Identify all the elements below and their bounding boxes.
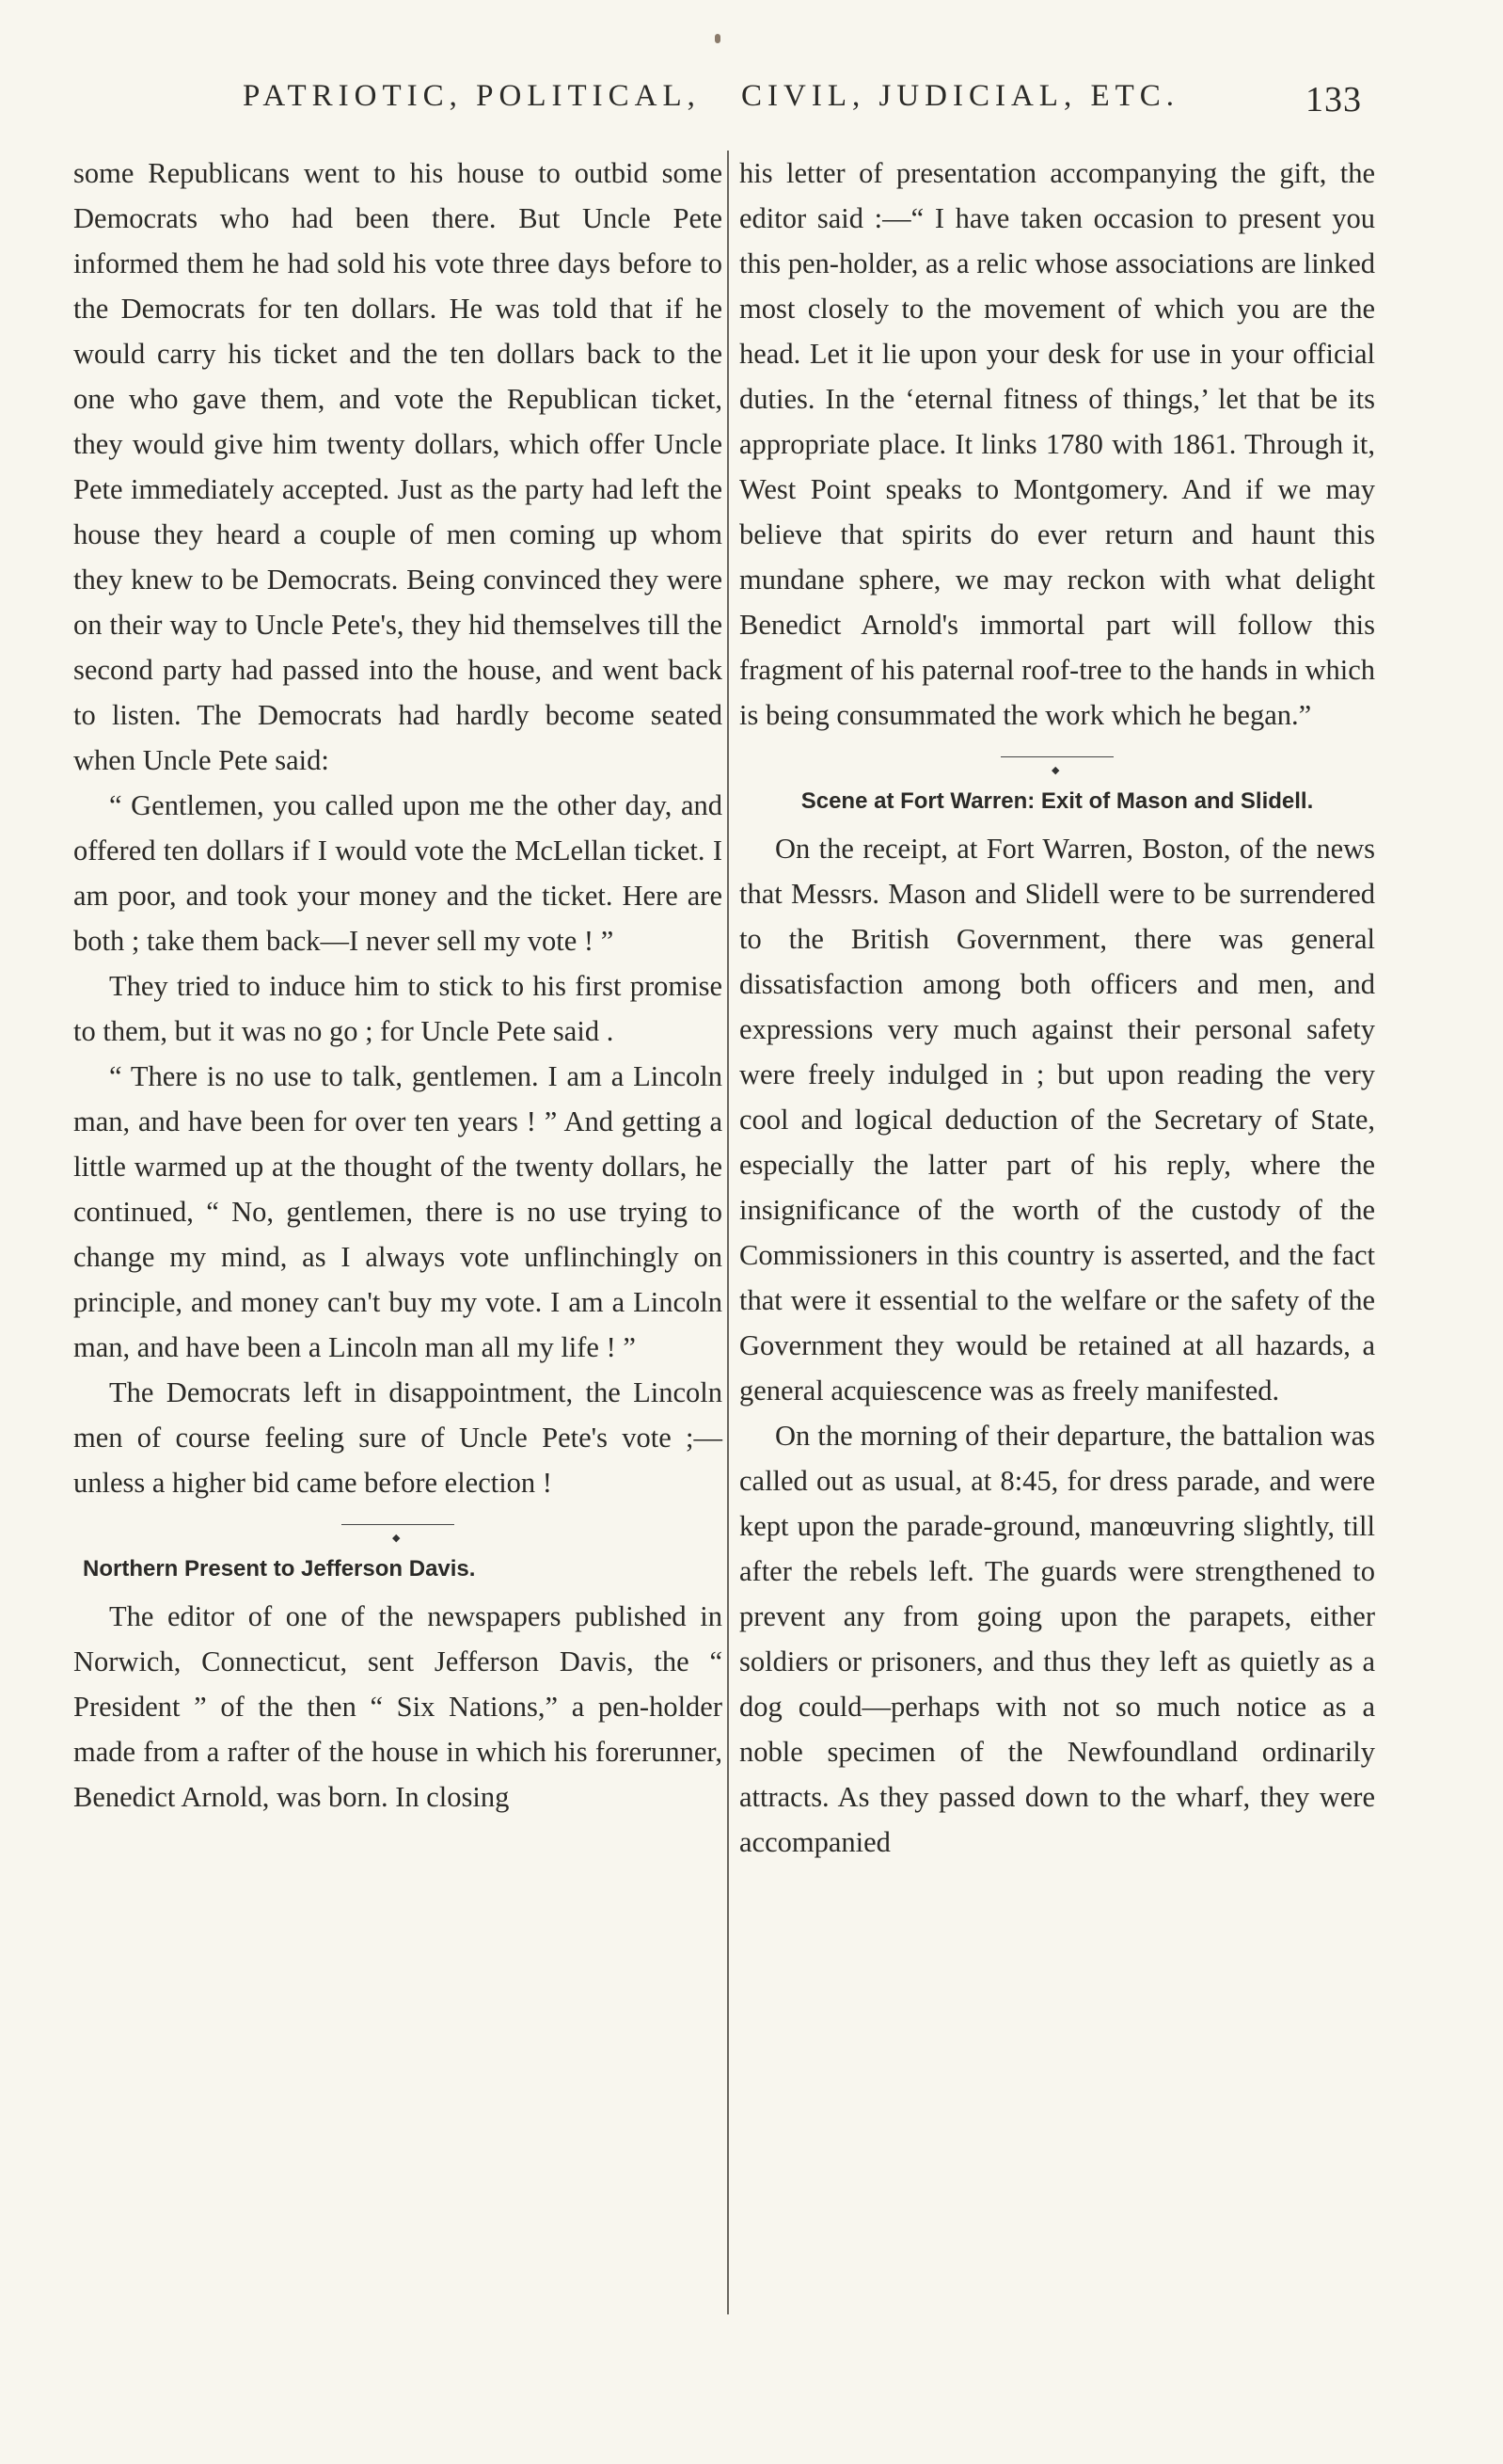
section-ornament — [739, 738, 1375, 775]
paragraph: On the morning of their departure, the battalion was called out as usual, at 8:45, for dress parade, and were kept upon the parade-ground, manœuvring slightly, till after the rebels left. The guards were strengthened to prevent any from going upon the parapets, either soldiers or prisoners, and thus they left as quietly as a dog could—perhaps with not so much notice as a noble specimen of the Newfoundland ordinarily attracts. As they passed down to the wharf, they were accompanied — [739, 1420, 1375, 1858]
paragraph: “ Gentlemen, you called upon me the other day, and offered ten dollars if I would vote the McLellan ticket. I am poor, and took your money and the ticket. Here are both ; take them back—I never sell my vote ! ” — [73, 789, 722, 957]
left-column — [73, 151, 722, 1820]
section-heading: Northern Present to Jefferson Davis. — [83, 1556, 476, 1582]
header-right: CIVIL, JUDICIAL, ETC. — [741, 79, 1180, 113]
page-number: 133 — [1305, 80, 1362, 119]
column-divider — [727, 151, 729, 2314]
section-heading: Scene at Fort Warren: Exit of Mason and Slidell. — [800, 788, 1314, 814]
paragraph: “ There is no use to talk, gentlemen. I am a Lincoln man, and have been for over ten years ! ” And getting a little warmed up at the thought of the twenty dollars, he continued, “ No, gentlemen, there is no use trying to change my mind, as I always vote unflinchingly on principle, and money can't buy my vote. I am a Lincoln man, and have been a Lincoln man all my life ! ” — [73, 1060, 722, 1363]
paragraph: On the receipt, at Fort Warren, Boston, of the news that Messrs. Mason and Slidell were to be surrendered to the British Government, there was general dissatisfaction among both officers and men, and expressions very much against their personal safety were freely indulged in ; but upon reading the very cool and logical deduction of the Secretary of State, especially the latter part of his reply, where the insignificance of the worth of the custody of the Commissioners in this country is asserted, and the fact that were it essential to the welfare or the safety of the Government they would be retained at all hazards, a general acquiescence was as freely manifested. — [739, 833, 1375, 1407]
paragraph: The Democrats left in disappointment, the Lincoln men of course feeling sure of Uncle Pete's vote ;—unless a higher bid came before election ! — [73, 1376, 722, 1499]
paragraph: The editor of one of the newspapers published in Norwich, Connecticut, sent Jefferson Davis, the “ President ” of the then “ Six Nations,” a pen-holder made from a rafter of the house in which his forerunner, Benedict Arnold, was born. In closing — [73, 1600, 722, 1813]
ink-speck — [715, 34, 720, 43]
right-column — [739, 151, 1375, 1865]
paragraph: some Republicans went to his house to outbid some Democrats who had been there. But Uncle Pete informed them he had sold his vote three days before to the Democrats for ten dollars. He was told that if he would carry his ticket and the ten dollars back to the one who gave them, and vote the Republican ticket, they would give him twenty dollars, which offer Uncle Pete immediately accepted. Just as the party had left the house they heard a couple of men coming up whom they knew to be Democrats. Being convinced they were on their way to Uncle Pete's, they hid themselves till the second party had passed into the house, and went back to listen. The Democrats had hardly become seated when Uncle Pete said: — [73, 157, 722, 776]
paragraph: They tried to induce him to stick to his first promise to them, but it was no go ; for Uncle Pete said . — [73, 970, 722, 1047]
header-left: PATRIOTIC, POLITICAL, — [243, 79, 701, 113]
running-header — [243, 79, 1371, 132]
paragraph: his letter of presentation accompanying the gift, the editor said :—“ I have taken occasion to present you this pen-holder, as a relic whose associations are linked most closely to the movement of which you are the head. Let it lie upon your desk for use in your official duties. In the ‘eternal fitness of things,’ let that be its appropriate place. It links 1780 with 1861. Through it, West Point speaks to Montgomery. And if we may believe that spirits do ever return and haunt this mundane sphere, we may reckon with what delight Benedict Arnold's immortal part will follow this fragment of his paternal roof-tree to the hands in which is being consummated the work which he began.” — [739, 157, 1375, 731]
section-ornament — [73, 1505, 722, 1543]
